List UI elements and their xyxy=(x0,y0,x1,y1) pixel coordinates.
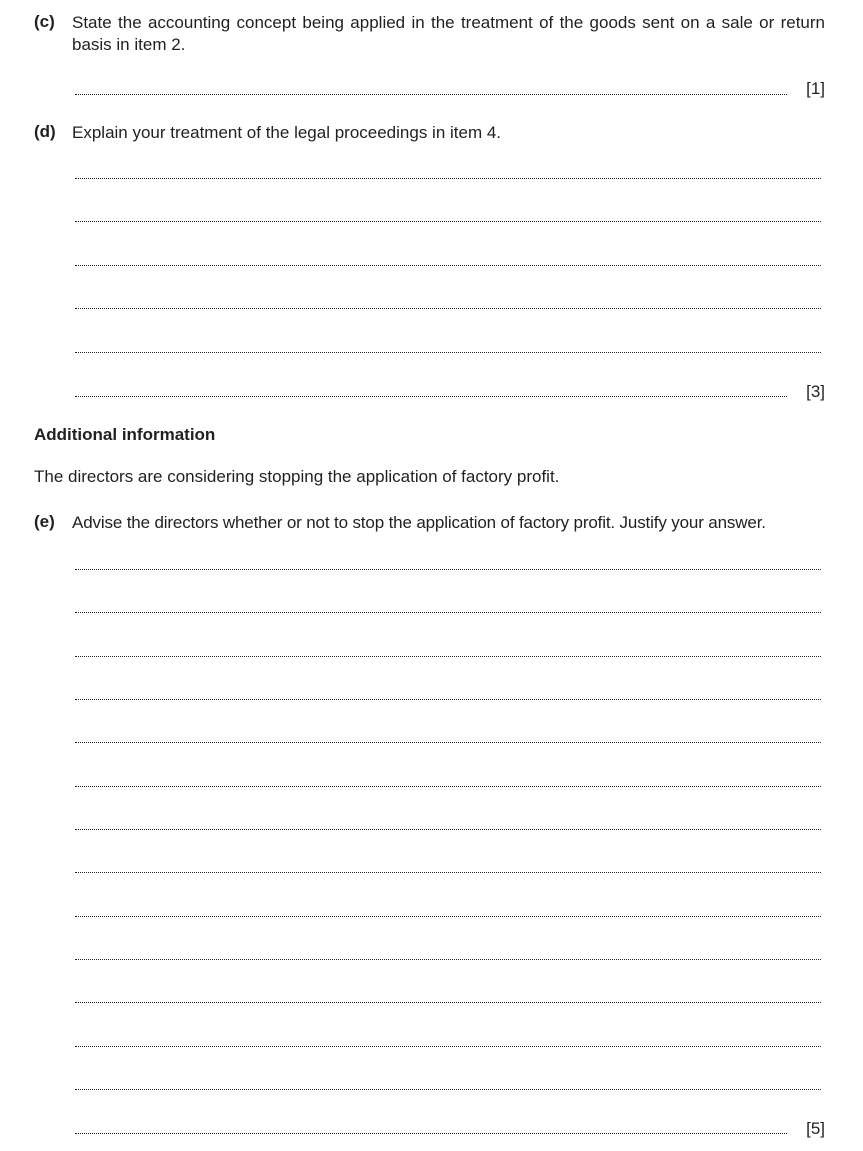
answer-line-e-9[interactable] xyxy=(75,916,821,917)
answer-line-d-5[interactable] xyxy=(75,352,821,353)
answer-line-e-12[interactable] xyxy=(75,1046,821,1047)
question-text-c: State the accounting concept being applied in the treatment of the goods sent on a sale or return basis in item 2. xyxy=(72,13,825,54)
answer-line-e-2[interactable] xyxy=(75,612,821,613)
question-text-e: Advise the directors whether or not to stop the application of factory profit. Justify your answer. xyxy=(72,513,766,532)
marks-d: [3] xyxy=(806,382,825,401)
additional-information-heading: Additional information xyxy=(34,425,216,444)
answer-line-e-11[interactable] xyxy=(75,1002,821,1003)
question-text-d: Explain your treatment of the legal proceedings in item 4. xyxy=(72,123,502,142)
answer-line-d-2[interactable] xyxy=(75,221,821,222)
answer-line-c-1[interactable] xyxy=(75,94,787,95)
marks-c: [1] xyxy=(806,79,825,98)
question-label-d: (d) xyxy=(34,122,56,141)
answer-line-e-13[interactable] xyxy=(75,1089,821,1090)
answer-line-d-1[interactable] xyxy=(75,178,821,179)
answer-line-d-4[interactable] xyxy=(75,308,821,309)
answer-line-e-6[interactable] xyxy=(75,786,821,787)
marks-e: [5] xyxy=(806,1119,825,1138)
answer-line-e-8[interactable] xyxy=(75,872,821,873)
answer-line-e-4[interactable] xyxy=(75,699,821,700)
answer-line-e-7[interactable] xyxy=(75,829,821,830)
answer-line-d-6[interactable] xyxy=(75,396,787,397)
answer-line-e-5[interactable] xyxy=(75,742,821,743)
answer-line-e-14[interactable] xyxy=(75,1133,787,1134)
answer-line-d-3[interactable] xyxy=(75,265,821,266)
answer-line-e-3[interactable] xyxy=(75,656,821,657)
question-label-e: (e) xyxy=(34,512,55,531)
additional-information-text: The directors are considering stopping the application of factory profit. xyxy=(34,467,560,486)
question-label-c: (c) xyxy=(34,12,55,31)
answer-line-e-1[interactable] xyxy=(75,569,821,570)
answer-line-e-10[interactable] xyxy=(75,959,821,960)
